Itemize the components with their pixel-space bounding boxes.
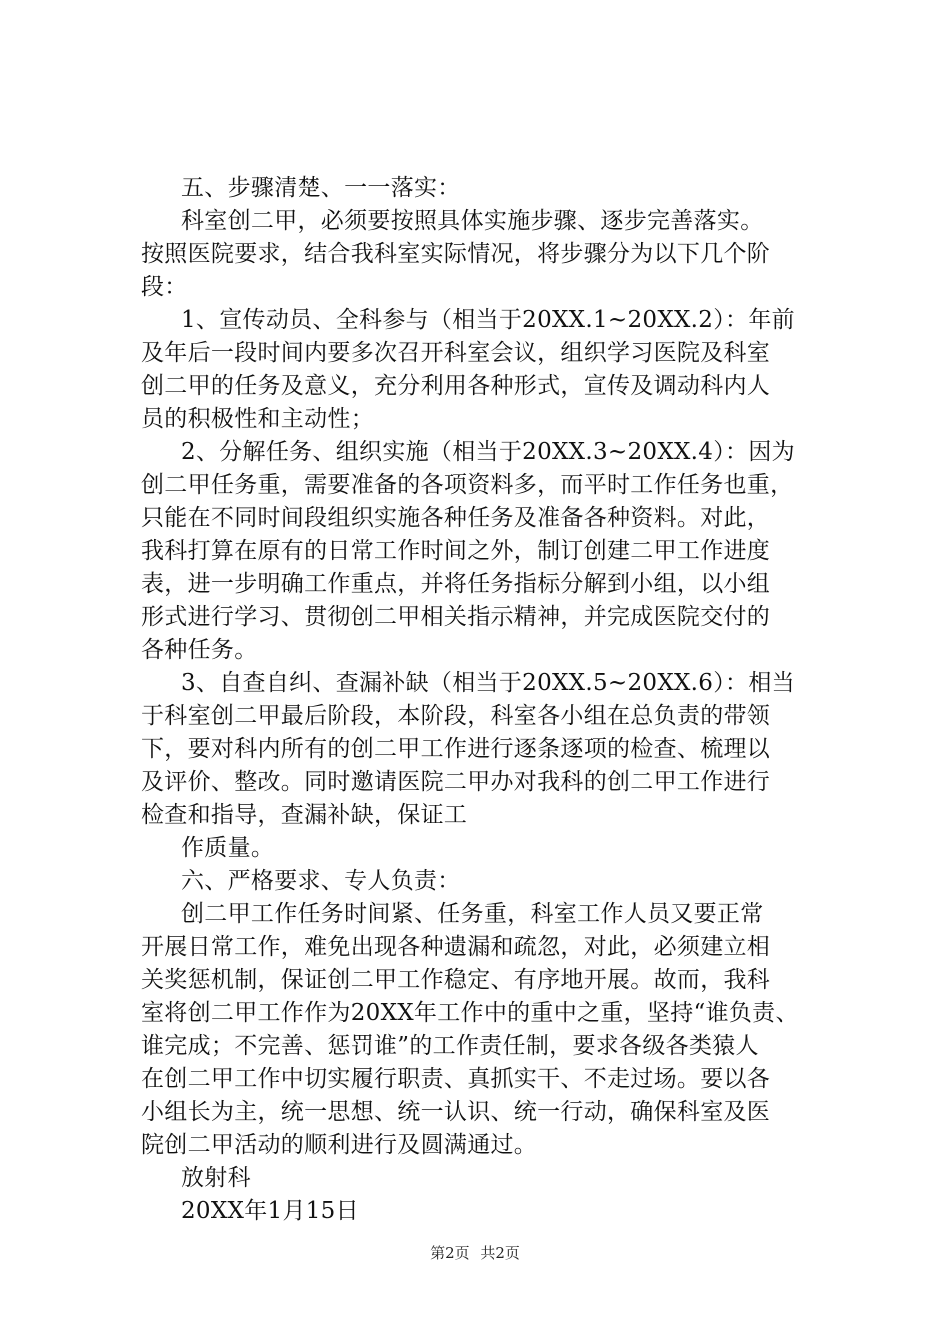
text-line: 创二甲的任务及意义，充分利用各种形式，宣传及调动科内人 (141, 373, 771, 399)
text-line: 谁完成；不完善、惩罚谁”的工作责任制，要求各级各类猿人 (141, 1033, 759, 1059)
text-line: 3、自查自纠、查漏补缺（相当于20XX.5~20XX.6）：相当 (181, 670, 795, 696)
text-line: 检查和指导，查漏补缺，保证工 (141, 802, 468, 828)
text-line: 创二甲工作任务时间紧、任务重，科室工作人员又要正常 (181, 901, 764, 927)
text-line: 作质量。 (181, 835, 275, 861)
text-line: 关奖惩机制，保证创二甲工作稳定、有序地开展。故而，我科 (141, 967, 771, 993)
text-line: 表，进一步明确工作重点，并将任务指标分解到小组，以小组 (141, 571, 771, 597)
page-total: 共2页 (480, 1244, 520, 1262)
text-line: 只能在不同时间段组织实施各种任务及准备各种资料。对此， (141, 505, 771, 531)
text-line: 室将创二甲工作作为20XX年工作中的重中之重，坚持“谁负责、 (141, 1000, 799, 1026)
text-line: 小组长为主，统一思想、统一认识、统一行动，确保科室及医 (141, 1099, 771, 1125)
text-line: 六、严格要求、专人负责： (181, 868, 461, 894)
text-line: 各种任务。 (141, 637, 258, 663)
text-line: 下，要对科内所有的创二甲工作进行逐条逐项的检查、梳理以 (141, 736, 771, 762)
text-line: 开展日常工作，难免出现各种遗漏和疏忽，对此，必须建立相 (141, 934, 771, 960)
text-line: 2、分解任务、组织实施（相当于20XX.3~20XX.4）：因为 (181, 439, 795, 465)
text-line: 20XX年1月15日 (181, 1198, 359, 1224)
text-line: 及年后一段时间内要多次召开科室会议，组织学习医院及科室 (141, 340, 771, 366)
text-line: 我科打算在原有的日常工作时间之外，制订创建二甲工作进度 (141, 538, 771, 564)
text-line: 1、宣传动员、全科参与（相当于20XX.1~20XX.2）：年前 (181, 307, 795, 333)
text-line: 段： (141, 274, 188, 300)
text-line: 按照医院要求，结合我科室实际情况，将步骤分为以下几个阶 (141, 241, 771, 267)
text-line: 科室创二甲，必须要按照具体实施步骤、逐步完善落实。 (181, 208, 764, 234)
text-line: 形式进行学习、贯彻创二甲相关指示精神，并完成医院交付的 (141, 604, 771, 630)
text-line: 于科室创二甲最后阶段，本阶段，科室各小组在总负责的带领 (141, 703, 771, 729)
text-line: 及评价、整改。同时邀请医院二甲办对我科的创二甲工作进行 (141, 769, 771, 795)
document-body (141, 172, 831, 1228)
text-line: 放射科 (181, 1165, 251, 1191)
page-number: 第2页 (430, 1244, 470, 1262)
page-footer (0, 1243, 950, 1263)
text-line: 院创二甲活动的顺利进行及圆满通过。 (141, 1132, 538, 1158)
text-line: 在创二甲工作中切实履行职责、真抓实干、不走过场。要以各 (141, 1066, 771, 1092)
text-line: 员的积极性和主动性； (141, 406, 374, 432)
text-line: 创二甲任务重，需要准备的各项资料多，而平时工作任务也重， (141, 472, 794, 498)
text-line: 五、步骤清楚、一一落实： (181, 175, 461, 201)
